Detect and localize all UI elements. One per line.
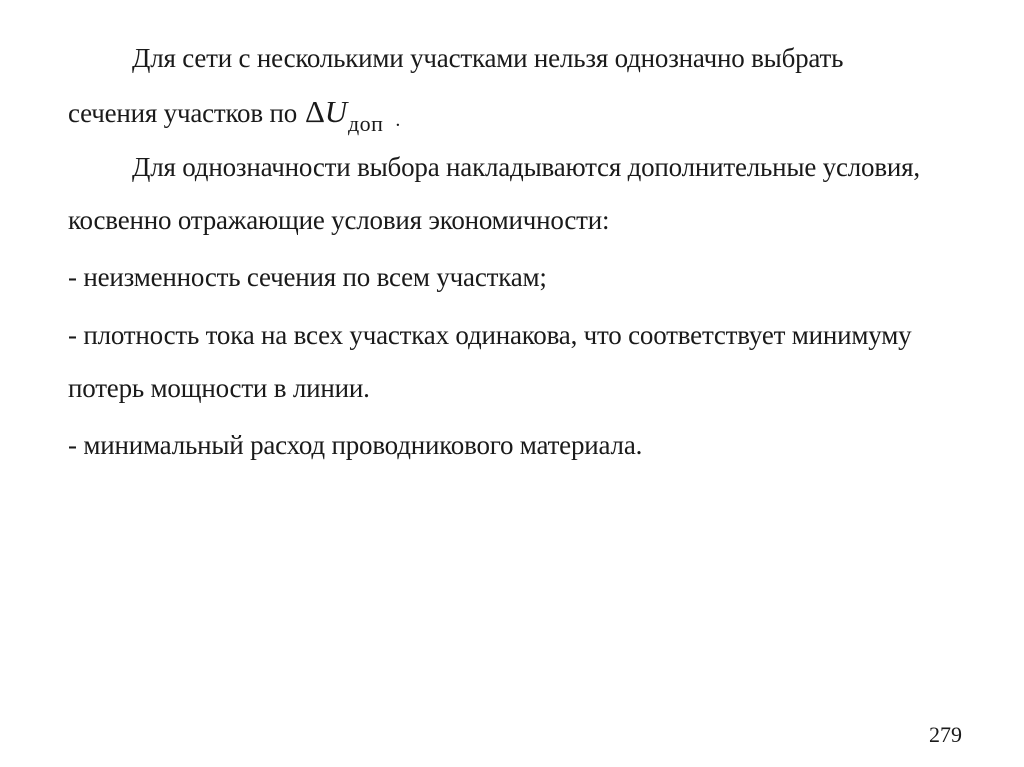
paragraph-2-line-2: косвенно отражающие условия экономичности: <box>68 205 610 235</box>
paragraph-1-line-2 <box>68 94 401 136</box>
condition-item-2-continuation: потерь мощности в линии. <box>68 373 370 403</box>
paragraph-1-line-1: Для сети с несколькими участками нельзя однозначно выбрать <box>132 43 844 73</box>
formula-subscript: доп <box>347 111 384 136</box>
paragraph-1-line-2-text: сечения участков по <box>68 98 297 128</box>
condition-item-3: - минимальный расход проводникового материала. <box>68 430 643 460</box>
condition-item-2: - плотность тока на всех участках одинакова, что соответствует минимуму <box>68 320 912 350</box>
delta-u-formula <box>305 94 401 136</box>
formula-trailing-period: . <box>395 109 401 131</box>
condition-item-1: - неизменность сечения по всем участкам; <box>68 262 547 292</box>
paragraph-2-line-1: Для однозначности выбора накладываются дополнительные условия, <box>132 152 920 182</box>
page-number: 279 <box>929 722 962 747</box>
delta-symbol: Δ <box>305 94 325 129</box>
formula-variable: U <box>324 94 347 129</box>
